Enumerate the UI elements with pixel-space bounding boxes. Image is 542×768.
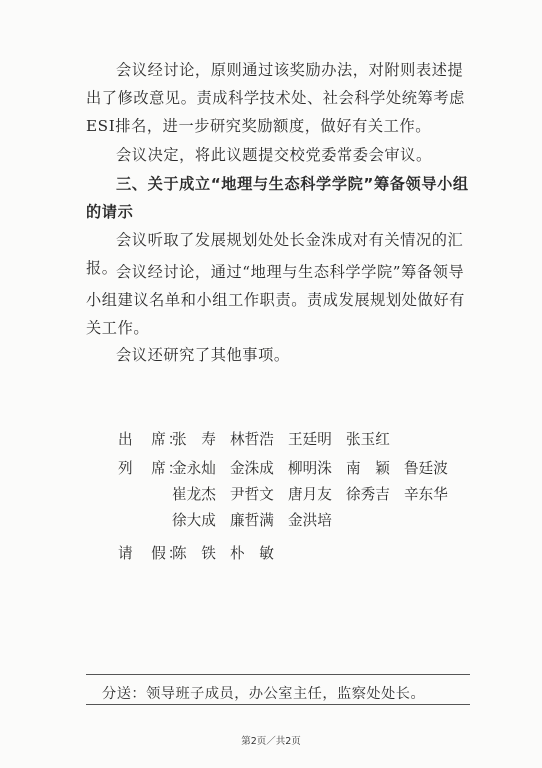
distribution-bottom-rule — [86, 704, 470, 705]
present-names — [172, 427, 472, 453]
paragraph-discussion-reward: 会议经讨论，原则通过该奖励办法，对附则表述提出了修改意见。责成科学技术处、社会科学处统筹考虑ESI排名，进一步研究奖励额度，做好有关工作。 — [86, 61, 465, 135]
attending-name: 尹哲文 — [230, 486, 274, 503]
present-row — [118, 427, 472, 453]
attending-name: 金洪培 — [288, 512, 332, 529]
leave-row — [118, 541, 472, 567]
attending-name: 辛东华 — [404, 486, 448, 503]
page-number: 第2页／共2页 — [241, 736, 301, 747]
attending-name: 金洙成 — [230, 460, 274, 477]
paragraph-decision: 会议决定，将此议题提交校党委常委会审议。 — [116, 146, 432, 164]
attending-name: 徐秀吉 — [346, 486, 390, 503]
paragraph-report: 会议听取了发展规划处处长金洙成对有关情况的汇报。 — [86, 231, 464, 277]
distribution-line: 分送：领导班子成员，办公室主任，监察处处长。 — [102, 686, 426, 702]
attending-names — [172, 456, 472, 534]
attending-row — [118, 456, 472, 534]
leave-names — [172, 541, 472, 567]
attending-name: 柳明洙 — [288, 460, 332, 477]
present-name: 林哲浩 — [230, 431, 274, 448]
present-name: 张玉红 — [346, 431, 390, 448]
present-name: 张 寿 — [172, 431, 216, 448]
leave-label: 请 假： — [118, 545, 185, 562]
present-name: 王廷明 — [288, 431, 332, 448]
distribution-top-rule — [86, 674, 470, 675]
leave-name: 朴 敏 — [230, 545, 274, 562]
attending-name: 徐大成 — [172, 512, 216, 529]
paragraph-discussion-preparation: 会议经讨论，通过“地理与生态科学学院”筹备领导小组建议名单和小组工作职责。责成发展规划处做好有关工作。 — [86, 263, 465, 337]
attending-name: 鲁廷波 — [404, 460, 448, 477]
attending-name: 唐月友 — [288, 486, 332, 503]
attending-name: 廉哲满 — [230, 512, 274, 529]
attending-label: 列 席： — [118, 460, 185, 477]
paragraph-other-matters: 会议还研究了其他事项。 — [116, 346, 290, 364]
section-heading-3: 三、关于成立“地理与生态科学学院”筹备领导小组的请示 — [86, 175, 469, 221]
present-label: 出 席： — [118, 431, 185, 448]
attending-name: 南 颖 — [346, 460, 390, 477]
attending-name: 崔龙杰 — [172, 486, 216, 503]
attending-name: 金永灿 — [172, 460, 216, 477]
leave-name: 陈 铁 — [172, 545, 216, 562]
